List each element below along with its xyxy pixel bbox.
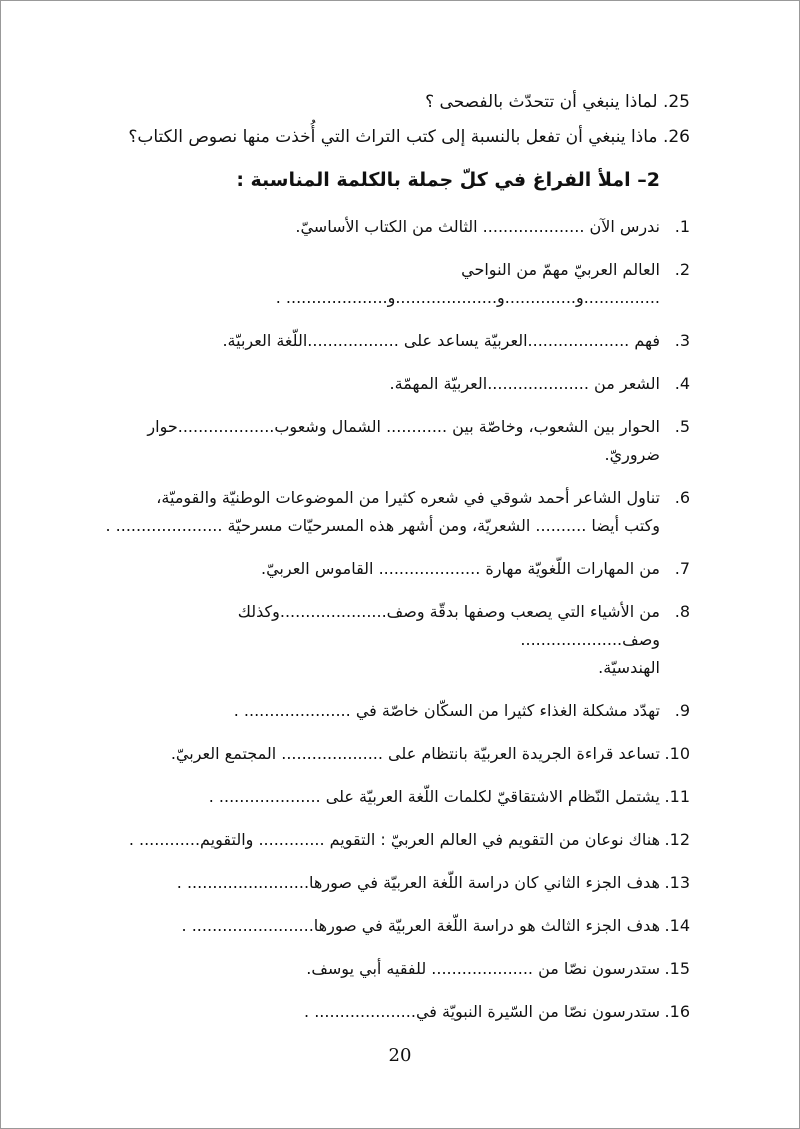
exercise-item-15	[95, 955, 690, 983]
item-text: تهدّد مشكلة الغذاء كثيرا من السكّان خاصّة في ..................... .	[233, 701, 660, 720]
question-text: لماذا ينبغي أن تتحدّث بالفصحى ؟	[425, 92, 658, 112]
question-25	[95, 88, 690, 116]
item-number: 11.	[664, 787, 690, 806]
page-number: 20	[388, 1045, 412, 1066]
exercise-item-5	[95, 413, 690, 469]
section-number: 2–	[637, 169, 660, 191]
item-number: 2.	[674, 260, 690, 279]
exercise-item-13	[95, 869, 690, 897]
exercise-item-8	[95, 598, 690, 682]
exercise-item-10	[95, 740, 690, 768]
exercise-item-16	[95, 998, 690, 1026]
exercise-item-4	[95, 370, 690, 398]
item-text: من المهارات اللّغويّة مهارة .................... القاموس العربيّ.	[261, 559, 660, 578]
item-number: 9.	[674, 701, 690, 720]
exercise-item-7	[95, 555, 690, 583]
item-number: 15.	[664, 959, 690, 978]
exercise-item-1	[95, 213, 690, 241]
item-number: 16.	[664, 1002, 690, 1021]
exercise-item-2	[95, 256, 690, 312]
item-number: 4.	[674, 374, 690, 393]
item-text: ندرس الآن .................... الثالث من الكتاب الأساسيّ.	[295, 217, 660, 236]
item-text: ستدرسون نصّا من السّيرة النبويّة في.................... .	[304, 1002, 660, 1021]
question-number: 26.	[662, 127, 690, 147]
section-heading	[95, 166, 660, 194]
item-text: الشعر من ....................العربيّة المهمّة.	[389, 374, 660, 393]
exercise-item-6	[95, 484, 690, 540]
exercise-item-12	[95, 826, 690, 854]
item-number: 3.	[674, 331, 690, 350]
item-text: الحوار بين الشعوب، وخاصّة بين ............ الشمال وشعوب...................حوار ضروريّ.	[147, 417, 660, 464]
item-text: تساعد قراءة الجريدة العربيّة بانتظام على .................... المجتمع العربيّ.	[170, 744, 660, 763]
item-text: ستدرسون نصّا من .................... للفقيه أبي يوسف.	[306, 959, 660, 978]
item-text: يشتمل النّظام الاشتقاقيّ لكلمات اللّغة العربيّة على .................... .	[208, 787, 660, 806]
question-number: 25.	[662, 92, 690, 112]
item-number: 10.	[664, 744, 690, 763]
item-text: فهم ....................العربيّة يساعد على ..................اللّغة العربيّة.	[222, 331, 660, 350]
item-number: 13.	[664, 873, 690, 892]
item-number: 12.	[664, 830, 690, 849]
exercise-item-3	[95, 327, 690, 355]
item-text: هدف الجزء الثالث هو دراسة اللّغة العربيّة في صورها........................ .	[181, 916, 660, 935]
item-number: 5.	[674, 417, 690, 436]
item-number: 8.	[674, 602, 690, 621]
exercise-item-9	[95, 697, 690, 725]
item-text: تناول الشاعر أحمد شوقي في شعره كثيرا من الموضوعات الوطنيّة والقوميّة، وكتب أيضا .......... الشعريّة، ومن أشهر هذه المسرحيّات مسرحيّة ..................... .	[105, 488, 660, 535]
item-text: العالم العربيّ مهمّ من النواحي ...............و..............و....................و.................... .	[275, 260, 660, 307]
item-text: من الأشياء التي يصعب وصفها بدقّة وصف.....................وكذلك وصف.................... الهندسيّة.	[237, 602, 660, 677]
exercise-item-11	[95, 783, 690, 811]
item-number: 6.	[674, 488, 690, 507]
item-number: 14.	[664, 916, 690, 935]
item-number: 7.	[674, 559, 690, 578]
document-body	[95, 88, 690, 1041]
question-26	[95, 123, 690, 151]
section-title-text: املأ الفراغ في كلّ جملة بالكلمة المناسبة :	[236, 169, 631, 191]
item-text: هناك نوعان من التقويم في العالم العربيّ : التقويم ............. والتقويم............ .	[128, 830, 660, 849]
exercise-item-14	[95, 912, 690, 940]
item-number: 1.	[674, 217, 690, 236]
item-text: هدف الجزء الثاني كان دراسة اللّغة العربيّة في صورها........................ .	[176, 873, 660, 892]
question-text: ماذا ينبغي أن تفعل بالنسبة إلى كتب التراث التي أُخذت منها نصوص الكتاب؟	[128, 127, 658, 147]
